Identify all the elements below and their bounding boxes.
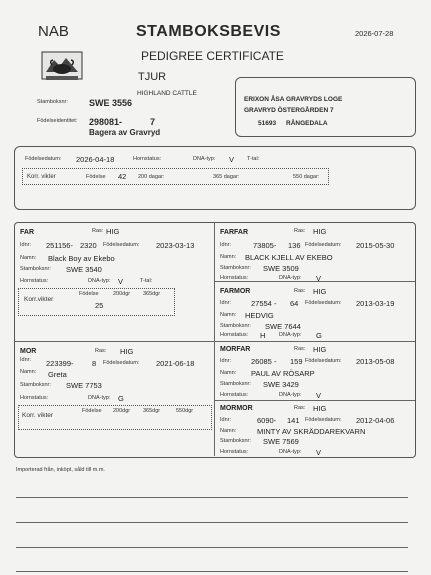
mormor-dna-label: DNA-typ: <box>279 449 302 455</box>
farfar-idnr-suffix: 136 <box>288 241 301 250</box>
farmor-stambok: SWE 7644 <box>265 322 301 331</box>
farmor-stambok-label: Stamboksnr: <box>220 323 251 329</box>
far-ras-label: Ras: <box>92 228 104 234</box>
stambok-label: Stamboksnr: <box>37 99 68 105</box>
morfar-horn-label: Hornstatus: <box>220 392 249 398</box>
far-birth-date-label: Födelsedatum: <box>103 242 140 248</box>
mor-name: Greta <box>48 370 67 379</box>
far-weight-365-label: 365dgr <box>143 291 161 297</box>
mor-idnr-label: Idnr: <box>20 357 32 363</box>
mormor-name: MINTY AV SKRÄDDAREKVARN <box>257 427 366 436</box>
notes-line-2 <box>16 522 408 523</box>
mormor-idnr-label: Idnr: <box>220 417 232 423</box>
farmor-name-label: Namn: <box>220 312 237 318</box>
morfar-birth-date-label: Födelsedatum: <box>305 358 342 364</box>
morfar-name-label: Namn: <box>220 370 237 376</box>
morfar-stambok-label: Stamboksnr: <box>220 381 251 387</box>
imported-label: Importerad från, inköpt, såld till m.m. <box>16 467 105 473</box>
mor-ras-label: Ras: <box>95 348 107 354</box>
mor-idnr: 223399- <box>46 359 74 368</box>
morfar-idnr: 26085 - <box>251 357 277 366</box>
pedigree-divider-morfar-mormor <box>214 400 415 401</box>
dna-type: V <box>229 155 235 164</box>
farmor-dna-label: DNA-typ: <box>279 332 302 338</box>
far-idnr-suffix: 2320 <box>80 241 97 250</box>
far-name-label: Namn: <box>20 255 37 261</box>
farfar-ras-label: Ras: <box>294 228 306 234</box>
notes-line-1 <box>16 497 408 498</box>
farmor-dna: G <box>316 331 322 340</box>
farmor-horn: H <box>260 331 266 340</box>
mor-weights-label: Korr. vikter <box>22 412 54 419</box>
far-dna: V <box>118 277 124 286</box>
mormor-title: MORMOR <box>220 405 253 412</box>
birth-id-label: Födelseidentitet: <box>37 118 78 124</box>
farfar-horn-label: Hornstatus: <box>220 275 249 281</box>
breed-association-logo <box>40 50 84 83</box>
far-idnr: 251156- <box>46 241 73 250</box>
mormor-stambok: SWE 7569 <box>263 437 299 446</box>
far-dna-label: DNA-typ: <box>88 278 111 284</box>
farfar-name: BLACK KJELL AV EKEBO <box>245 253 333 262</box>
pedigree-divider-vertical <box>214 222 215 456</box>
mor-ras: HIG <box>120 347 134 356</box>
mor-stambok: SWE 7753 <box>66 381 102 390</box>
morfar-dna: V <box>316 391 322 400</box>
morfar-birth-date: 2013-05-08 <box>356 357 395 366</box>
weight-365-label: 365 dagar: <box>213 174 240 180</box>
far-t-tal-label: T-tal: <box>140 278 153 284</box>
stambok-number: SWE 3556 <box>89 98 133 108</box>
mormor-dna: V <box>316 448 322 457</box>
birth-weight-label: Födelse <box>86 174 106 180</box>
morfar-ras: HIG <box>313 345 327 354</box>
mor-birth-weight-label: Födelse <box>82 408 102 414</box>
morfar-title: MORFAR <box>220 346 251 353</box>
farmor-title: FARMOR <box>220 288 251 295</box>
morfar-idnr-label: Idnr: <box>220 358 232 364</box>
pedigree-divider-farmor-morfar <box>214 341 415 342</box>
animal-name: Bagera av Gravryd <box>89 128 161 137</box>
farfar-stambok-label: Stamboksnr: <box>220 265 251 271</box>
mormor-ras: HIG <box>313 404 327 413</box>
animal-breed: HIGHLAND CATTLE <box>137 90 197 97</box>
birth-id: 298081- <box>89 117 123 127</box>
far-weights-label: Korr.vikter <box>24 296 54 303</box>
mormor-birth-date: 2012-04-06 <box>356 416 395 425</box>
farmor-idnr-suffix: 64 <box>290 299 299 308</box>
farfar-stambok: SWE 3509 <box>263 264 299 273</box>
weight-200-label: 200 dagar: <box>138 174 165 180</box>
mor-name-label: Namn: <box>20 369 37 375</box>
far-horn-label: Hornstatus: <box>20 278 49 284</box>
far-weight-200-label: 200dgr <box>113 291 131 297</box>
mormor-idnr-suffix: 141 <box>287 416 300 425</box>
farmor-ras: HIG <box>313 287 327 296</box>
far-name: Black Boy av Ekebo <box>48 254 115 263</box>
farfar-name-label: Namn: <box>220 254 237 260</box>
birth-weight: 42 <box>118 172 127 181</box>
mor-weight-365-label: 365dgr <box>143 408 161 414</box>
morfar-ras-label: Ras: <box>294 346 306 352</box>
birth-date-label: Födelsedatum: <box>25 156 62 162</box>
mormor-idnr: 6090- <box>257 416 277 425</box>
birth-date: 2026-04-18 <box>76 155 115 164</box>
far-birth-weight-label: Födelse <box>79 291 99 297</box>
far-birth-weight: 25 <box>95 301 104 310</box>
mor-birth-date: 2021-06-18 <box>156 359 195 368</box>
document-title: STAMBOKSBEVIS <box>136 23 281 40</box>
document-subtitle: PEDIGREE CERTIFICATE <box>141 49 284 63</box>
morfar-idnr-suffix: 159 <box>290 357 303 366</box>
farfar-title: FARFAR <box>220 229 248 236</box>
mor-weight-550-label: 550dgr <box>176 408 194 414</box>
farmor-name: HEDVIG <box>245 311 274 320</box>
farmor-horn-label: Hornstatus: <box>220 332 249 338</box>
document-date: 2026-07-28 <box>355 29 394 38</box>
mor-idnr-suffix: 8 <box>92 359 97 368</box>
corrected-weights-label: Korr. vikter <box>27 174 56 180</box>
mor-title: MOR <box>20 348 37 355</box>
farmor-ras-label: Ras: <box>294 288 306 294</box>
far-ras: HIG <box>106 227 120 236</box>
org-name: NAB <box>38 23 69 40</box>
mormor-ras-label: Ras: <box>294 405 306 411</box>
morfar-name: PAUL AV RÖSARP <box>251 369 315 378</box>
mor-dna: G <box>118 394 124 403</box>
horn-status-label: Hornstatus: <box>133 156 162 162</box>
mor-weight-200-label: 200dgr <box>113 408 131 414</box>
farfar-dna: V <box>316 274 322 283</box>
morfar-dna-label: DNA-typ: <box>279 392 302 398</box>
farfar-dna-label: DNA-typ: <box>279 275 302 281</box>
weight-550-label: 550 dagar: <box>293 174 320 180</box>
mormor-stambok-label: Stamboksnr: <box>220 438 251 444</box>
mor-dna-label: DNA-typ: <box>88 395 111 401</box>
mor-horn-label: Hornstatus: <box>20 395 49 401</box>
animal-sex: TJUR <box>138 71 167 83</box>
farfar-birth-date-label: Födelsedatum: <box>305 242 342 248</box>
owner-line-1: ERIXON ÅSA GRAVRYDS LOGE <box>244 96 343 103</box>
farfar-idnr-label: Idnr: <box>220 242 232 248</box>
pedigree-divider-far-mor <box>14 341 214 342</box>
farfar-birth-date: 2015-05-30 <box>356 241 395 250</box>
corrected-weights-box <box>22 168 329 185</box>
owner-postcode: 51693 <box>258 120 277 127</box>
notes-line-3 <box>16 547 408 548</box>
farmor-birth-date: 2013-03-19 <box>356 299 395 308</box>
owner-city: RÅNGEDALA <box>286 120 328 127</box>
farfar-idnr: 73805- <box>253 241 277 250</box>
far-idnr-label: Idnr: <box>20 242 32 248</box>
far-stambok-label: Stamboksnr: <box>20 266 51 272</box>
farmor-idnr-label: Idnr: <box>220 300 232 306</box>
mormor-horn-label: Hornstatus: <box>220 449 249 455</box>
farfar-ras: HIG <box>313 227 327 236</box>
birth-id-suffix: 7 <box>150 117 156 127</box>
far-stambok: SWE 3540 <box>66 265 102 274</box>
mormor-birth-date-label: Födelsedatum: <box>305 417 342 423</box>
owner-line-2: GRAVRYD ÖSTERGÅRDEN 7 <box>244 107 334 114</box>
mormor-name-label: Namn: <box>220 428 237 434</box>
mor-birth-date-label: Födelsedatum: <box>103 360 140 366</box>
farmor-birth-date-label: Födelsedatum: <box>305 300 342 306</box>
far-title: FAR <box>20 229 34 236</box>
morfar-stambok: SWE 3429 <box>263 380 299 389</box>
dna-type-label: DNA-typ: <box>193 156 216 162</box>
notes-line-4 <box>16 571 408 572</box>
farmor-idnr: 27554 - <box>251 299 277 308</box>
far-birth-date: 2023-03-13 <box>156 241 195 250</box>
mor-stambok-label: Stamboksnr: <box>20 382 51 388</box>
t-tal-label: T-tal: <box>247 156 260 162</box>
